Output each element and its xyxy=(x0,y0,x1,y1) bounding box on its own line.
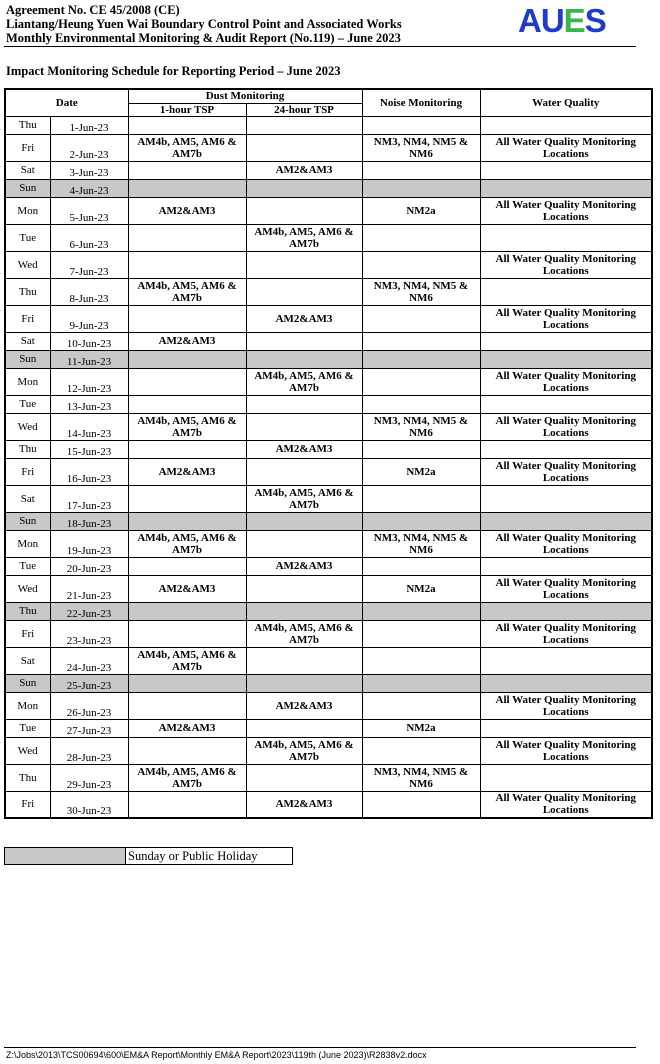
noise-cell xyxy=(362,602,480,620)
holiday-legend-label: Sunday or Public Holiday xyxy=(128,849,258,863)
tsp-1hour-cell: AM2&AM3 xyxy=(128,719,246,737)
tsp-24hour-cell xyxy=(246,530,362,557)
tsp-24hour-cell xyxy=(246,179,362,197)
tsp-24hour-cell: AM2&AM3 xyxy=(246,791,362,818)
noise-cell xyxy=(362,395,480,413)
water-quality-cell xyxy=(480,674,652,692)
noise-cell xyxy=(362,161,480,179)
water-quality-cell xyxy=(480,764,652,791)
tsp-24hour-cell xyxy=(246,719,362,737)
date-cell: 24-Jun-23 xyxy=(50,647,128,674)
noise-cell xyxy=(362,620,480,647)
logo-part-au: AU xyxy=(518,2,564,39)
tsp-1hour-cell xyxy=(128,161,246,179)
date-cell: 28-Jun-23 xyxy=(50,737,128,764)
tsp-1hour-cell xyxy=(128,368,246,395)
water-quality-cell: All Water Quality Monitoring Locations xyxy=(480,413,652,440)
date-cell: 10-Jun-23 xyxy=(50,332,128,350)
weekday-cell: Wed xyxy=(5,737,50,764)
tsp-1hour-cell: AM4b, AM5, AM6 & AM7b xyxy=(128,764,246,791)
weekday-cell: Fri xyxy=(5,620,50,647)
file-path: Z:\Jobs\2013\TCS00694\600\EM&A Report\Monthly EM&A Report\2023\119th (June 2023)\R2838v2.docx xyxy=(6,1050,427,1060)
water-quality-cell xyxy=(480,350,652,368)
water-quality-cell xyxy=(480,278,652,305)
date-cell: 2-Jun-23 xyxy=(50,134,128,161)
weekday-cell: Sun xyxy=(5,350,50,368)
weekday-cell: Mon xyxy=(5,530,50,557)
tsp-24hour-cell: AM2&AM3 xyxy=(246,440,362,458)
noise-cell: NM3, NM4, NM5 & NM6 xyxy=(362,413,480,440)
date-cell: 30-Jun-23 xyxy=(50,791,128,818)
tsp-24hour-cell xyxy=(246,251,362,278)
tsp-1hour-cell xyxy=(128,224,246,251)
weekday-cell: Sun xyxy=(5,179,50,197)
tsp-24hour-cell xyxy=(246,674,362,692)
footer-divider xyxy=(4,1047,636,1048)
water-quality-cell: All Water Quality Monitoring Locations xyxy=(480,305,652,332)
weekday-cell: Wed xyxy=(5,251,50,278)
tsp-1hour-cell xyxy=(128,440,246,458)
water-quality-cell xyxy=(480,332,652,350)
tsp-1hour-header: 1-hour TSP xyxy=(128,103,246,116)
tsp-24hour-cell: AM4b, AM5, AM6 & AM7b xyxy=(246,368,362,395)
tsp-24hour-cell: AM2&AM3 xyxy=(246,692,362,719)
schedule-row xyxy=(5,350,652,368)
tsp-24hour-cell xyxy=(246,647,362,674)
weekday-cell: Sat xyxy=(5,161,50,179)
date-cell: 6-Jun-23 xyxy=(50,224,128,251)
weekday-cell: Fri xyxy=(5,791,50,818)
logo-part-s: S xyxy=(584,2,606,39)
weekday-cell: Sun xyxy=(5,512,50,530)
noise-cell xyxy=(362,674,480,692)
schedule-body xyxy=(5,116,652,818)
schedule-row xyxy=(5,332,652,350)
noise-cell xyxy=(362,368,480,395)
tsp-24hour-cell xyxy=(246,602,362,620)
noise-cell: NM3, NM4, NM5 & NM6 xyxy=(362,134,480,161)
water-quality-cell xyxy=(480,512,652,530)
water-quality-cell xyxy=(480,161,652,179)
tsp-24hour-cell xyxy=(246,278,362,305)
report-title: Monthly Environmental Monitoring & Audit Report (No.119) – June 2023 xyxy=(6,31,401,45)
date-cell: 21-Jun-23 xyxy=(50,575,128,602)
tsp-24hour-cell: AM2&AM3 xyxy=(246,557,362,575)
tsp-1hour-cell: AM2&AM3 xyxy=(128,575,246,602)
agreement-number: Agreement No. CE 45/2008 (CE) xyxy=(6,3,180,17)
schedule-row xyxy=(5,575,652,602)
schedule-row xyxy=(5,485,652,512)
weekday-cell: Thu xyxy=(5,764,50,791)
tsp-24hour-cell xyxy=(246,197,362,224)
dust-monitoring-header: Dust Monitoring xyxy=(128,89,362,103)
date-cell: 20-Jun-23 xyxy=(50,557,128,575)
water-quality-cell xyxy=(480,485,652,512)
schedule-row xyxy=(5,620,652,647)
date-cell: 26-Jun-23 xyxy=(50,692,128,719)
weekday-cell: Thu xyxy=(5,278,50,305)
tsp-1hour-cell: AM2&AM3 xyxy=(128,332,246,350)
water-quality-cell xyxy=(480,395,652,413)
date-cell: 4-Jun-23 xyxy=(50,179,128,197)
schedule-row xyxy=(5,413,652,440)
schedule-row xyxy=(5,791,652,818)
weekday-cell: Tue xyxy=(5,395,50,413)
header-divider xyxy=(4,46,636,47)
weekday-cell: Tue xyxy=(5,557,50,575)
date-cell: 25-Jun-23 xyxy=(50,674,128,692)
tsp-1hour-cell: AM4b, AM5, AM6 & AM7b xyxy=(128,134,246,161)
tsp-1hour-cell xyxy=(128,674,246,692)
date-cell: 1-Jun-23 xyxy=(50,116,128,134)
water-quality-cell xyxy=(480,224,652,251)
schedule-row xyxy=(5,134,652,161)
date-cell: 19-Jun-23 xyxy=(50,530,128,557)
tsp-24hour-cell xyxy=(246,575,362,602)
water-quality-cell: All Water Quality Monitoring Locations xyxy=(480,620,652,647)
tsp-1hour-cell xyxy=(128,251,246,278)
schedule-row xyxy=(5,602,652,620)
schedule-row xyxy=(5,224,652,251)
schedule-row xyxy=(5,737,652,764)
weekday-cell: Sat xyxy=(5,485,50,512)
schedule-row xyxy=(5,530,652,557)
water-quality-header: Water Quality xyxy=(480,89,652,116)
tsp-24hour-cell xyxy=(246,332,362,350)
tsp-1hour-cell xyxy=(128,737,246,764)
schedule-row xyxy=(5,395,652,413)
noise-cell: NM3, NM4, NM5 & NM6 xyxy=(362,530,480,557)
schedule-row xyxy=(5,674,652,692)
date-cell: 5-Jun-23 xyxy=(50,197,128,224)
noise-cell: NM3, NM4, NM5 & NM6 xyxy=(362,278,480,305)
tsp-1hour-cell xyxy=(128,602,246,620)
tsp-24hour-cell xyxy=(246,512,362,530)
tsp-1hour-cell xyxy=(128,692,246,719)
tsp-24hour-cell: AM4b, AM5, AM6 & AM7b xyxy=(246,620,362,647)
schedule-row xyxy=(5,764,652,791)
date-cell: 23-Jun-23 xyxy=(50,620,128,647)
date-cell: 9-Jun-23 xyxy=(50,305,128,332)
date-cell: 16-Jun-23 xyxy=(50,458,128,485)
schedule-row xyxy=(5,278,652,305)
tsp-24hour-cell: AM2&AM3 xyxy=(246,305,362,332)
weekday-cell: Sat xyxy=(5,332,50,350)
noise-monitoring-header: Noise Monitoring xyxy=(362,89,480,116)
tsp-24hour-cell: AM2&AM3 xyxy=(246,161,362,179)
date-cell: 15-Jun-23 xyxy=(50,440,128,458)
tsp-24hour-cell: AM4b, AM5, AM6 & AM7b xyxy=(246,737,362,764)
tsp-1hour-cell: AM4b, AM5, AM6 & AM7b xyxy=(128,278,246,305)
weekday-cell: Sat xyxy=(5,647,50,674)
tsp-1hour-cell xyxy=(128,485,246,512)
weekday-cell: Mon xyxy=(5,368,50,395)
water-quality-cell xyxy=(480,116,652,134)
water-quality-cell: All Water Quality Monitoring Locations xyxy=(480,575,652,602)
tsp-1hour-cell xyxy=(128,350,246,368)
noise-cell xyxy=(362,116,480,134)
project-title: Liantang/Heung Yuen Wai Boundary Control Point and Associated Works xyxy=(6,17,402,31)
water-quality-cell: All Water Quality Monitoring Locations xyxy=(480,458,652,485)
date-cell: 27-Jun-23 xyxy=(50,719,128,737)
schedule-row xyxy=(5,161,652,179)
weekday-cell: Mon xyxy=(5,692,50,719)
water-quality-cell: All Water Quality Monitoring Locations xyxy=(480,368,652,395)
noise-cell xyxy=(362,305,480,332)
date-cell: 3-Jun-23 xyxy=(50,161,128,179)
water-quality-cell: All Water Quality Monitoring Locations xyxy=(480,197,652,224)
tsp-1hour-cell xyxy=(128,620,246,647)
water-quality-cell xyxy=(480,719,652,737)
tsp-24hour-cell xyxy=(246,116,362,134)
weekday-cell: Fri xyxy=(5,458,50,485)
schedule-row xyxy=(5,197,652,224)
water-quality-cell: All Water Quality Monitoring Locations xyxy=(480,134,652,161)
water-quality-cell: All Water Quality Monitoring Locations xyxy=(480,530,652,557)
report-header xyxy=(6,3,402,45)
weekday-cell: Thu xyxy=(5,440,50,458)
date-cell: 13-Jun-23 xyxy=(50,395,128,413)
schedule-row xyxy=(5,179,652,197)
schedule-row xyxy=(5,368,652,395)
aues-logo xyxy=(518,4,606,38)
tsp-1hour-cell: AM2&AM3 xyxy=(128,458,246,485)
tsp-1hour-cell xyxy=(128,512,246,530)
tsp-24hour-cell: AM4b, AM5, AM6 & AM7b xyxy=(246,485,362,512)
date-cell: 12-Jun-23 xyxy=(50,368,128,395)
tsp-24hour-header: 24-hour TSP xyxy=(246,103,362,116)
weekday-cell: Thu xyxy=(5,116,50,134)
date-cell: 17-Jun-23 xyxy=(50,485,128,512)
water-quality-cell xyxy=(480,602,652,620)
date-cell: 29-Jun-23 xyxy=(50,764,128,791)
noise-cell xyxy=(362,512,480,530)
water-quality-cell: All Water Quality Monitoring Locations xyxy=(480,251,652,278)
schedule-row xyxy=(5,512,652,530)
water-quality-cell xyxy=(480,557,652,575)
tsp-1hour-cell xyxy=(128,116,246,134)
noise-cell xyxy=(362,485,480,512)
weekday-cell: Sun xyxy=(5,674,50,692)
noise-cell xyxy=(362,440,480,458)
schedule-title: Impact Monitoring Schedule for Reporting Period – June 2023 xyxy=(6,64,341,78)
weekday-cell: Fri xyxy=(5,134,50,161)
date-cell: 7-Jun-23 xyxy=(50,251,128,278)
tsp-1hour-cell: AM4b, AM5, AM6 & AM7b xyxy=(128,647,246,674)
noise-cell xyxy=(362,179,480,197)
weekday-cell: Thu xyxy=(5,602,50,620)
water-quality-cell: All Water Quality Monitoring Locations xyxy=(480,737,652,764)
tsp-24hour-cell xyxy=(246,395,362,413)
tsp-1hour-cell: AM2&AM3 xyxy=(128,197,246,224)
date-cell: 14-Jun-23 xyxy=(50,413,128,440)
tsp-24hour-cell xyxy=(246,134,362,161)
water-quality-cell xyxy=(480,179,652,197)
tsp-24hour-cell xyxy=(246,350,362,368)
noise-cell xyxy=(362,224,480,251)
noise-cell xyxy=(362,557,480,575)
noise-cell xyxy=(362,350,480,368)
schedule-row xyxy=(5,647,652,674)
tsp-1hour-cell: AM4b, AM5, AM6 & AM7b xyxy=(128,530,246,557)
noise-cell: NM2a xyxy=(362,719,480,737)
weekday-cell: Tue xyxy=(5,719,50,737)
logo-part-e: E xyxy=(563,2,585,39)
noise-cell xyxy=(362,647,480,674)
water-quality-cell: All Water Quality Monitoring Locations xyxy=(480,692,652,719)
noise-cell: NM2a xyxy=(362,197,480,224)
weekday-cell: Mon xyxy=(5,197,50,224)
schedule-row xyxy=(5,440,652,458)
tsp-24hour-cell xyxy=(246,413,362,440)
weekday-cell: Wed xyxy=(5,575,50,602)
holiday-legend xyxy=(4,847,293,865)
tsp-1hour-cell xyxy=(128,557,246,575)
noise-cell xyxy=(362,332,480,350)
date-cell: 18-Jun-23 xyxy=(50,512,128,530)
tsp-24hour-cell: AM4b, AM5, AM6 & AM7b xyxy=(246,224,362,251)
schedule-row xyxy=(5,557,652,575)
noise-cell: NM3, NM4, NM5 & NM6 xyxy=(362,764,480,791)
schedule-row xyxy=(5,305,652,332)
schedule-row xyxy=(5,116,652,134)
tsp-1hour-cell xyxy=(128,179,246,197)
noise-cell xyxy=(362,692,480,719)
noise-cell xyxy=(362,737,480,764)
holiday-swatch xyxy=(5,848,126,864)
date-header: Date xyxy=(5,89,128,116)
water-quality-cell xyxy=(480,647,652,674)
water-quality-cell: All Water Quality Monitoring Locations xyxy=(480,791,652,818)
date-cell: 11-Jun-23 xyxy=(50,350,128,368)
tsp-1hour-cell xyxy=(128,791,246,818)
tsp-1hour-cell xyxy=(128,395,246,413)
weekday-cell: Wed xyxy=(5,413,50,440)
tsp-24hour-cell xyxy=(246,764,362,791)
noise-cell xyxy=(362,251,480,278)
date-cell: 22-Jun-23 xyxy=(50,602,128,620)
weekday-cell: Fri xyxy=(5,305,50,332)
noise-cell: NM2a xyxy=(362,458,480,485)
tsp-24hour-cell xyxy=(246,458,362,485)
monitoring-schedule-table xyxy=(4,88,653,819)
schedule-row xyxy=(5,458,652,485)
schedule-row xyxy=(5,251,652,278)
noise-cell xyxy=(362,791,480,818)
tsp-1hour-cell xyxy=(128,305,246,332)
schedule-row xyxy=(5,692,652,719)
date-cell: 8-Jun-23 xyxy=(50,278,128,305)
noise-cell: NM2a xyxy=(362,575,480,602)
weekday-cell: Tue xyxy=(5,224,50,251)
schedule-row xyxy=(5,719,652,737)
tsp-1hour-cell: AM4b, AM5, AM6 & AM7b xyxy=(128,413,246,440)
water-quality-cell xyxy=(480,440,652,458)
